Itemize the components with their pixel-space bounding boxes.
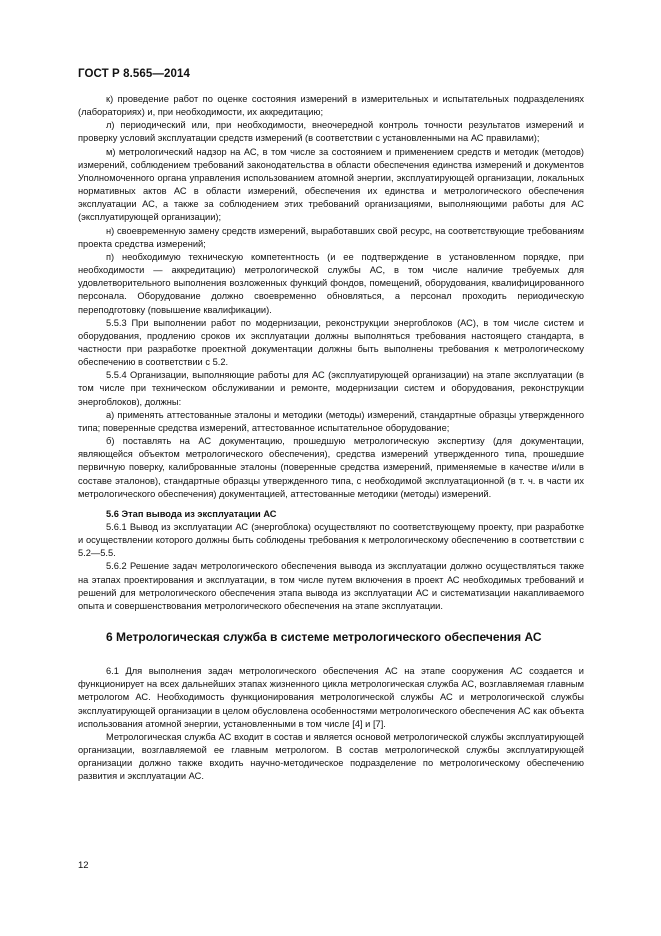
clause-5-6-2: 5.6.2 Решение задач метрологического обеспечения вывода из эксплуатации должно осуществляться также на этапах проектирования и эксплуатации, в том числе путем включения в проект АС необходимых требований и решений для метрологического обеспечения этапа вывода из эксплуатации АС и систематизации накапливаемого опыта и совершенствования метрологического обеспечения на этапе эксплуатации. — [78, 561, 584, 611]
list-item-m: м) метрологический надзор на АС, в том числе за состоянием и применением средств и методик (методов) измерений, соблюдением требований законодательства в области обеспечения единства измерений и документов Уполномоченного органа управления использованием атомной энергии, эксплуатирующей организации, локальных нормативных актов АС в области измерений, обеспечения их единства и метрологического обеспечения эксплуатации АС, а также за соблюдением этих требований организациями, выполняющими работы для АС (эксплуатирующей организации); — [78, 146, 584, 223]
list-item-p: п) необходимую техническую компетентность (и ее подтверждение в установленном порядке, при необходимости — аккредитацию) метрологической службы АС, в том числе наличие требуемых для удовлетворительного выполнения возложенных функций фондов, помещений, оборудования, квалифицированного персонала. Оборудование должно своевременно обновляться, а персонал проходить периодическую переподготовку (повышение квалификации). — [78, 251, 584, 315]
clause-5-5-3: 5.5.3 При выполнении работ по модернизации, реконструкции энергоблоков (АС), в том числе систем и оборудования, продлению сроков их эксплуатации должны выполняться требования настоящего стандарта, в частности при разработке проектной документации должны быть выполнены требования к метрологическому обеспечению в соответствии с 5.2. — [78, 317, 584, 368]
subsection-heading-5-6: 5.6 Этап вывода из эксплуатации АС — [106, 508, 277, 519]
section-heading-6: 6 Метрологическая служба в системе метрологического обеспечения АС — [106, 630, 542, 645]
paragraph-metrology-service: Метрологическая служба АС входит в состав и является основой метрологической службы эксплуатирующей организации, возглавляемой ее главным метрологом. В состав метрологической службы эксплуатирующей организации должно также входить научно-методическое подразделение по метрологическому обеспечению развития и эксплуатации АС. — [78, 731, 584, 782]
clause-5-6-1: 5.6.1 Вывод из эксплуатации АС (энергоблока) осуществляют по соответствующему проекту, при разработке и осуществлении которого должны быть соблюдены требования к метрологическому обеспечению в соответствии с 5.2—5.5. — [78, 522, 584, 559]
page-number: 12 — [78, 860, 89, 871]
clause-5-5-4: 5.5.4 Организации, выполняющие работы для АС (эксплуатирующей организации) на этапе эксплуатации (в том числе при техническом обслуживании и ремонте, модернизации систем и оборудования, реконструкции энергоблоков), должны: — [78, 370, 584, 407]
clause-6-1: 6.1 Для выполнения задач метрологического обеспечения АС на этапе сооружения АС создается и функционирует на всех дальнейших этапах жизненного цикла метрологическая служба АС, возглавляемая главным метрологом АС. Необходимость функционирования метрологической службы АС и метрологической службы эксплуатирующей организации в целом обусловлена особенностями метрологического обеспечения АС как объекта использования атомной энергии, установленными в том числе [4] и [7]. — [78, 666, 584, 729]
list-item-b: б) поставлять на АС документацию, прошедшую метрологическую экспертизу (для документации, являющейся объектом метрологического обеспечения), средства измерений утвержденного типа, прошедшие первичную поверку, калиброванные эталоны (поверенные средства измерений, применяемые в качестве и/или в составе эталонов), стандартные образцы утвержденного типа, с необходимой эксплуатационной (в т. ч. в части их метрологического обеспечения) документацией, аттестованные методики (методы) измерений. — [78, 436, 584, 499]
list-item-a: а) применять аттестованные эталоны и методики (методы) измерений, стандартные образцы утвержденного типа; поверенные средства измерений, аттестованное испытательное оборудование; — [78, 409, 584, 433]
document-body — [78, 93, 584, 784]
list-item-k: к) проведение работ по оценке состояния измерений в измерительных и испытательных подразделениях (лабораториях) и, при необходимости, их аккредитацию; — [78, 94, 584, 118]
list-item-l: л) периодический или, при необходимости, внеочередной контроль точности результатов измерений и проверку условий эксплуатации средств измерений (в соответствии с установленными на АС правилами); — [78, 120, 584, 144]
list-item-n: н) своевременную замену средств измерений, выработавших свой ресурс, на соответствующие требованиям проекта средства измерений; — [78, 225, 584, 249]
document-header: ГОСТ Р 8.565—2014 — [78, 68, 190, 80]
